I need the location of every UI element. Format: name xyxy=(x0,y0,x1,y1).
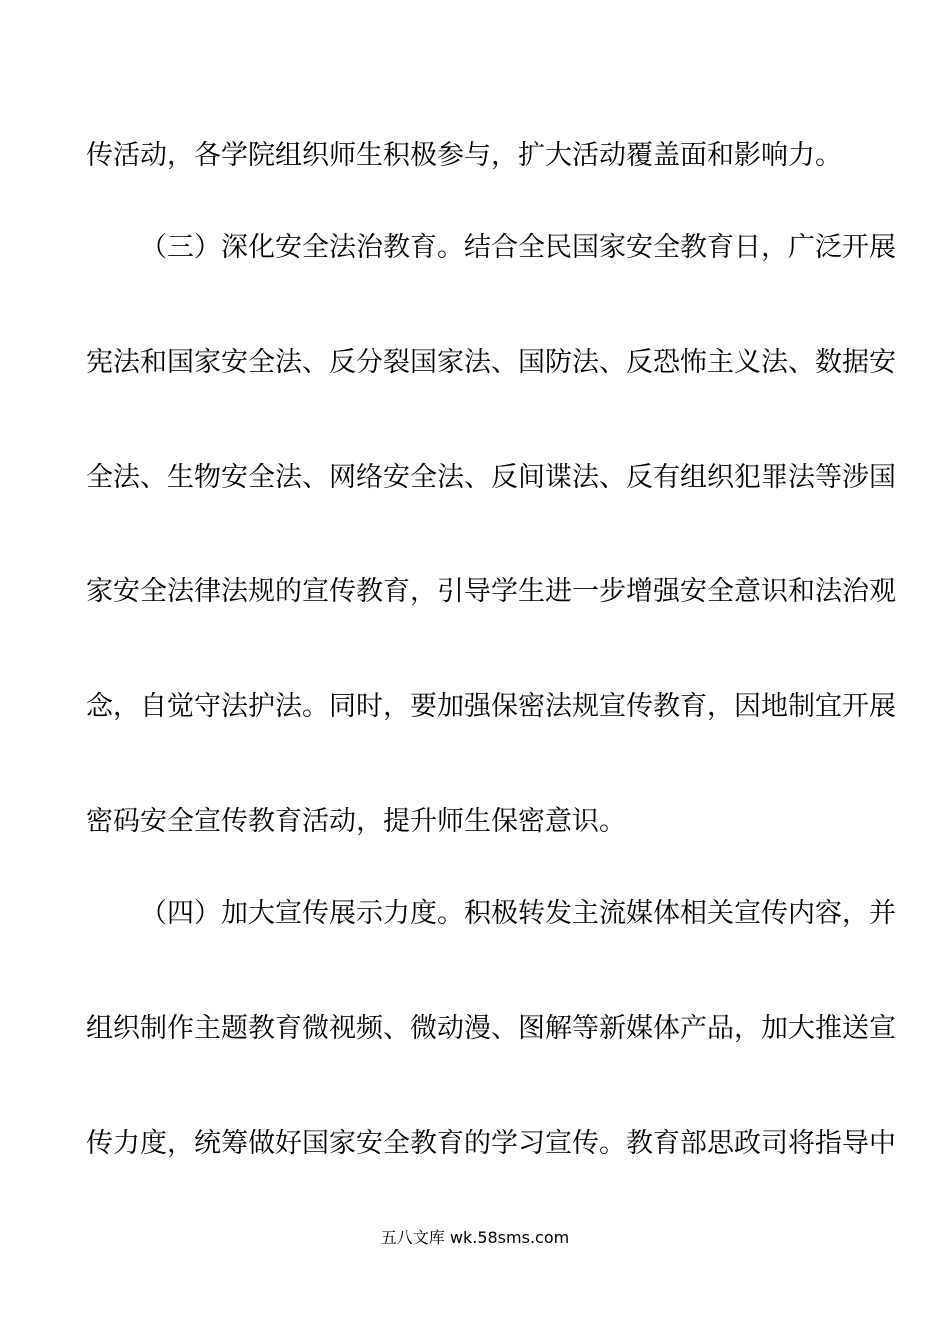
text-line-6: 念，自觉守法护法。同时，要加强保密法规宣传教育，因地制宜开展 xyxy=(86,691,896,722)
footer-watermark: 五八文库 wk.58sms.com xyxy=(380,1228,570,1247)
text-line-10: 传力度，统筹做好国家安全教育的学习宣传。教育部思政司将指导中 xyxy=(86,1128,896,1159)
text-line-9: 组织制作主题教育微视频、微动漫、图解等新媒体产品，加大推送宣 xyxy=(86,1013,896,1044)
text-line-3: 宪法和国家安全法、反分裂国家法、国防法、反恐怖主义法、数据安 xyxy=(86,347,896,378)
text-line-7: 密码安全宣传教育活动，提升师生保密意识。 xyxy=(86,806,626,837)
text-line-5: 家安全法律法规的宣传教育，引导学生进一步增强安全意识和法治观 xyxy=(86,576,896,607)
text-line-1: 传活动，各学院组织师生积极参与，扩大活动覆盖面和影响力。 xyxy=(86,140,842,171)
text-line-8-indented: （四）加大宣传展示力度。积极转发主流媒体相关宣传内容，并 xyxy=(140,898,896,929)
text-line-2-indented: （三）深化安全法治教育。结合全民国家安全教育日，广泛开展 xyxy=(140,232,896,263)
text-line-4: 全法、生物安全法、网络安全法、反间谍法、反有组织犯罪法等涉国 xyxy=(86,462,896,493)
